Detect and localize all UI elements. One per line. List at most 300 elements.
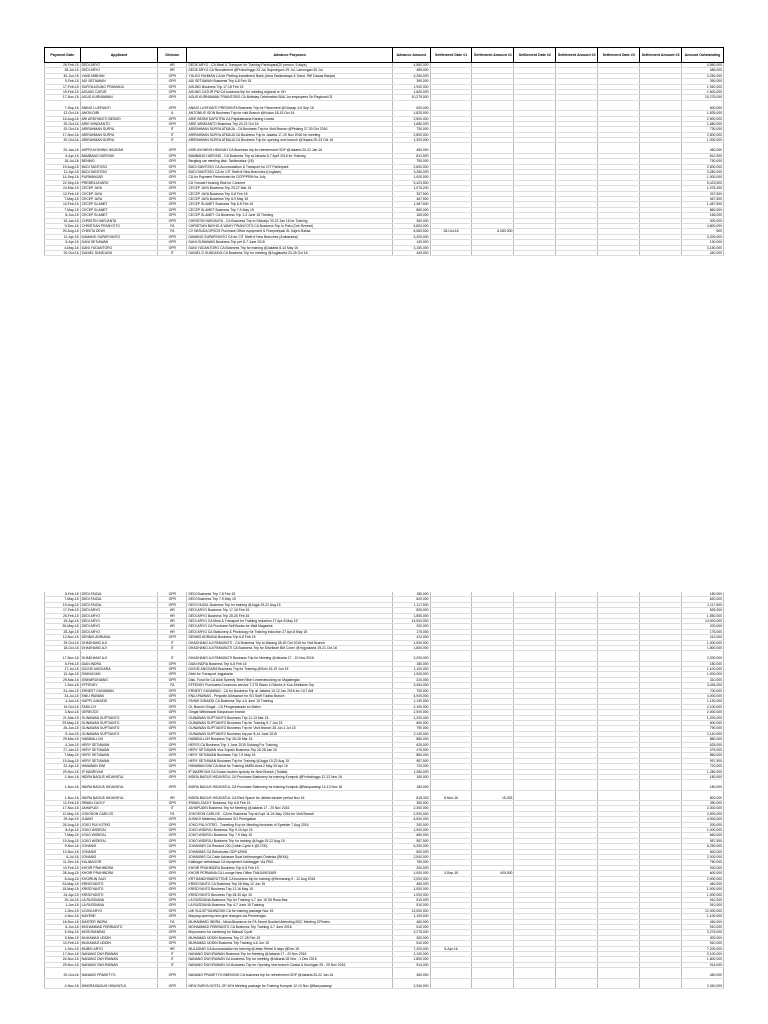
cell-payment-date: 3-Nov-16: [45, 710, 81, 715]
cell-advance-purposes: INDRA BAGUS HIDAYATUL CA Rent Space for Jakfan tarnber period Nov 16: [187, 796, 392, 801]
cell-amount-outstanding: 625,000: [682, 742, 724, 747]
cell-applicant: DAMANG SUPARYANTO: [80, 234, 158, 239]
cell-division: FA: [158, 229, 187, 234]
cell-amount-outstanding: 1,100,000: [682, 914, 724, 919]
cell-advance-purposes: HIMAWAN DWI CA Meal for Training AMRA Area 2 May 25 Apr 15: [187, 764, 392, 769]
column-header-settlement-amount-3: Settlement Amount #3: [640, 48, 682, 63]
cell-amount-outstanding: 600,000: [682, 106, 724, 111]
cell-payment-date: 29-May-15: [45, 720, 81, 725]
cell-amount-outstanding: 14,000,000: [682, 618, 724, 623]
column-header-division: Division: [158, 48, 187, 63]
cell-payment-date: 28-Jul-15: [45, 68, 81, 73]
cell-advance-purposes: MUHAMMAD INDRA - Meal Allowance for FA Secret Bocited Attending BOC Meeting CPIndeo: [187, 919, 392, 924]
cell-payment-date: 28-Apr-15: [45, 629, 81, 634]
cell-payment-date: 11-Apr-15: [45, 234, 81, 239]
cell-amount-outstanding: 300,000: [682, 218, 724, 223]
cell-amount-outstanding: 12,000,000: [682, 908, 724, 913]
cell-advance-purposes: DEDE ARYO - CA Meal & Transport for Training Participant(20 person, 9 days): [187, 63, 392, 68]
cell-advance-purposes: ADI SETIAWAN Business Trip 6-8 Feb 15: [187, 79, 392, 84]
cell-division: OPR: [158, 973, 187, 978]
cell-advance-amount: 175,000: [392, 629, 430, 634]
cell-division: OPR: [158, 833, 187, 838]
cell-advance-amount: 300,000: [392, 218, 430, 223]
cell-amount-outstanding: 660,000: [682, 833, 724, 838]
cell-division: FA: [158, 811, 187, 816]
cell-advance-amount: 1,000,000: [392, 871, 430, 876]
cell-advance-purposes: INDRA BAGUS HIDAYATUL CA Purchase Stationery for training Kompok @Probolinggo 12-13 Nov 16: [187, 774, 392, 779]
cell-payment-date: 25-Feb-15: [45, 613, 81, 618]
cell-advance-purposes: JOHANNIS CA Reimburse ODP 4/09/5: [187, 849, 392, 854]
cell-applicant: DANIEL SUNDJAYA: [80, 250, 158, 255]
cell-amount-outstanding: 390,000: [682, 79, 724, 84]
cell-settlement-amount-1: 15,333: [472, 796, 514, 801]
cell-amount-outstanding: 180,000: [682, 785, 724, 790]
cell-division: OPR: [158, 218, 187, 223]
cell-payment-date: 20-Oct-16: [45, 127, 81, 132]
cell-applicant: JOKO PULYOTRO: [80, 822, 158, 827]
cell-amount-outstanding: 1,800,000: [682, 957, 724, 962]
cell-advance-purposes: GUNAWAN SUPTIANTO Business Trip for Training 9-7 Jun 15: [187, 720, 392, 725]
cell-division: OPR: [158, 592, 187, 597]
cell-amount-outstanding: 1,075,200: [682, 186, 724, 191]
cell-division: HR: [158, 796, 187, 801]
cell-division: OPR: [158, 672, 187, 677]
cell-applicant: DEDI ARYO: [80, 63, 158, 68]
cell-advance-purposes: DEDE ARYO CA Recruitment @Probolinggo 23 Jul, Bojonegoro 29 Jul, Lamongan 30 Jul: [187, 68, 392, 73]
cell-amount-outstanding: 600,000: [682, 871, 724, 876]
cell-advance-purposes: DEDI ARYO CA Purchase Self Books for Wall Magazine: [187, 624, 392, 629]
cell-advance-amount: 2,300,000: [392, 806, 430, 811]
cell-settlement-amount-3: [640, 250, 682, 255]
cell-payment-date: 25-Oct-16: [45, 640, 81, 645]
cell-advance-amount: 620,000: [392, 597, 430, 602]
cell-division: OPR: [158, 73, 187, 78]
cell-advance-amount: 2,000,000: [392, 876, 430, 881]
cell-advance-purposes: Mayang opening new give changes via Perunengko: [187, 914, 392, 919]
cell-settlement-amount-1: [472, 984, 514, 989]
cell-advance-purposes: HERY SETIAWAN Visc Supelc Business Trip 26-28 Jan 15: [187, 747, 392, 752]
cell-division: OPR: [158, 769, 187, 774]
cell-division: OPR: [158, 688, 187, 693]
cell-applicant: DHADHANG AJI: [80, 656, 158, 661]
cell-payment-date: 19-Feb-15: [45, 89, 81, 94]
cell-advance-amount: 180,000: [392, 592, 430, 597]
cell-applicant: DEDI ARYO: [80, 624, 158, 629]
cell-payment-date: 7-May-15: [45, 597, 81, 602]
cell-advance-amount: 130,000: [392, 240, 430, 245]
cell-applicant: ARIE WINDIANTO: [80, 121, 158, 126]
cell-advance-purposes: DEDI Business Trip 7-9 May 15: [187, 597, 392, 602]
cell-settlement-amount-1: [472, 250, 514, 255]
cell-advance-purposes: NANANG DWI IRAWAN CA business Trip for meeting @Jakarta 28 Nov - 1 Des 2016: [187, 957, 392, 962]
cell-division: OPR: [158, 914, 187, 919]
cell-amount-outstanding: 1,100,000: [682, 667, 724, 672]
cell-advance-amount: 1,550,000: [392, 613, 430, 618]
cell-advance-amount: 880,000: [392, 737, 430, 742]
cell-advance-amount: 2,100,000: [392, 704, 430, 709]
cell-advance-amount: 4,800,000: [392, 223, 430, 228]
cell-payment-date: 7-May-15: [45, 207, 81, 212]
cell-applicant: DANI SETIAWAN: [80, 240, 158, 245]
cell-amount-outstanding: 200,000: [682, 624, 724, 629]
cell-advance-amount: 14,000,000: [392, 618, 430, 623]
cell-payment-date: 21-Mar-15: [45, 715, 81, 720]
cell-division: OPR: [158, 191, 187, 196]
cell-amount-outstanding: 1,825,000: [682, 111, 724, 116]
cell-advance-purposes: LA RUSDIANA Business Trip for Training 4-7 Jun 15 Sit Rosa Bas: [187, 898, 392, 903]
cell-advance-amount: 180,000: [392, 661, 430, 666]
cell-division: HR: [158, 946, 187, 951]
cell-applicant: PREBESJAYARO: [80, 180, 158, 185]
cell-settlement-amount-3: [640, 984, 682, 989]
cell-amount-outstanding: 600,000: [682, 720, 724, 725]
cell-payment-date: 26-May-15: [45, 624, 81, 629]
cell-payment-date: 27-Jan-15: [45, 747, 81, 752]
cell-advance-amount: 1,800,000: [392, 645, 430, 650]
cell-payment-date: 1-Jun-15: [45, 903, 81, 908]
cell-advance-amount: 460,000: [392, 881, 430, 886]
cell-payment-date: 5-Sep-16: [45, 930, 81, 935]
cell-advance-amount: 1,825,000: [392, 111, 430, 116]
cell-amount-outstanding: 467,500: [682, 196, 724, 201]
cell-advance-amount: 625,000: [392, 742, 430, 747]
cell-applicant: ERNEST GUNAWAN: [80, 688, 158, 693]
cell-advance-amount: 180,000: [392, 785, 430, 790]
cell-amount-outstanding: 500,000: [682, 849, 724, 854]
cell-amount-outstanding: 4,800,000: [682, 223, 724, 228]
cell-applicant: MOHAMMAD FEBRIANTO: [80, 925, 158, 930]
cell-amount-outstanding: 800,000: [682, 796, 724, 801]
cell-applicant: DEDI ARYO: [80, 608, 158, 613]
cell-advance-amount: 3,280,000: [392, 170, 430, 175]
cell-advance-purposes: DHADHANG AJI PAMUNGTI Business Trip for Meeting @Jakarta 17 - 20 Nov 2016: [187, 656, 392, 661]
cell-applicant: JOKO WIDIRJU: [80, 828, 158, 833]
cell-amount-outstanding: 2,200,000: [682, 656, 724, 661]
cell-advance-purposes: JOKO WIDIRJU Business Trip for training @Jogja 19-22 Aug 15: [187, 838, 392, 843]
cell-division: OPR: [158, 871, 187, 876]
cell-applicant: MASTER INDRA: [80, 919, 158, 924]
cell-payment-date: 17-Feb-15: [45, 608, 81, 613]
cell-amount-outstanding: 460,000: [682, 919, 724, 924]
cell-applicant: CHINTIA DEWI: [80, 229, 158, 234]
cell-amount-outstanding: 440,000: [682, 250, 724, 255]
cell-division: HR: [158, 63, 187, 68]
cell-payment-date: 9-Nov-16: [45, 844, 81, 849]
cell-division: FA: [158, 223, 187, 228]
cell-payment-date: 1-Dec-16: [45, 683, 81, 688]
cell-payment-date: 24-Jan-15: [45, 688, 81, 693]
advance-sheet-page-2: [44, 592, 724, 989]
cell-advance-amount: 2,000,000: [392, 854, 430, 859]
cell-payment-date: 24-Nov-16: [45, 957, 81, 962]
cell-applicant: ANON DIRI: [80, 111, 158, 116]
cell-amount-outstanding: 489,000: [682, 68, 724, 73]
column-header-settlement-date-1: Settlement Date #1: [430, 48, 472, 63]
cell-amount-outstanding: 3,200,000: [682, 234, 724, 239]
cell-advance-amount: 300,000: [392, 935, 430, 940]
cell-amount-outstanding: 450,000: [682, 148, 724, 153]
cell-advance-amount: 2,000,000: [392, 710, 430, 715]
cell-advance-purposes: CV WISUDA DPSOS Purchase Office equipment & Pumpsetpak SL Kajeh-Raksa: [187, 229, 392, 234]
cell-applicant: CECEP SLAMET: [80, 213, 158, 218]
cell-applicant: ARIRAHMAN SURYA: [80, 138, 158, 143]
cell-advance-purposes: GUNAWAN SUPTIANTO Business Trip 11-13 Mar 15: [187, 715, 392, 720]
cell-division: OPR: [158, 887, 187, 892]
cell-payment-date: 1-Nov-16: [45, 774, 81, 779]
cell-amount-outstanding: 5,423,500: [682, 180, 724, 185]
cell-applicant: DHADHANG AJI: [80, 640, 158, 645]
cell-amount-outstanding: 860,000: [682, 753, 724, 758]
cell-division: HR: [158, 68, 187, 73]
cell-amount-outstanding: 812,500: [682, 153, 724, 158]
cell-payment-date: 1-Dec-15: [45, 946, 81, 951]
cell-payment-date: 4-May-16: [45, 245, 81, 250]
cell-advance-amount: 600,000: [392, 106, 430, 111]
cell-advance-purposes: ANTONIUS ISON Business Trip for visit Branch @Kudus 18-19 Oct 16: [187, 111, 392, 116]
cell-advance-purposes: DEDI Business Trip 7-8 Feb 15: [187, 592, 392, 597]
cell-advance-amount: 180,000: [392, 774, 430, 779]
cell-advance-amount: 2,600,000: [392, 164, 430, 169]
cell-payment-date: 17-Nov-16: [45, 656, 81, 661]
cell-division: HR: [158, 613, 187, 618]
cell-payment-date: 7-Sep-16: [45, 106, 81, 111]
cell-amount-outstanding: 1,000,000: [682, 887, 724, 892]
cell-advance-amount: 2,500,000: [392, 116, 430, 121]
cell-settlement-date-2: [514, 984, 556, 989]
cell-amount-outstanding: 510,000: [682, 903, 724, 908]
cell-amount-outstanding: 200,000: [682, 865, 724, 870]
cell-advance-purposes: JOHANNIS CA Renaud 230 (Cabin Cycle k @17/00): [187, 844, 392, 849]
cell-amount-outstanding: 1,000,000: [682, 892, 724, 897]
cell-settlement-amount-2: [556, 984, 598, 989]
cell-payment-date: 12-Feb-15: [45, 801, 81, 806]
cell-applicant: ARIRAHMAN SURYA: [80, 132, 158, 137]
cell-payment-date: 26-Jun-15: [45, 726, 81, 731]
cell-advance-purposes: Disk. Fund for CA Addt Speedy Tebe Effort Lewerdeunding on Majalengka: [187, 677, 392, 682]
cell-advance-amount: 957,500: [392, 758, 430, 763]
advance-table-2: [44, 592, 724, 989]
cell-division: OPR: [158, 753, 187, 758]
cell-amount-outstanding: 500: [682, 229, 724, 234]
cell-division: HR: [158, 618, 187, 623]
cell-division: HR: [158, 629, 187, 634]
cell-applicant: NANANG DWI IRAWAN: [80, 957, 158, 962]
cell-payment-date: 7-May-15: [45, 753, 81, 758]
cell-division: OPR: [158, 710, 187, 715]
cell-payment-date: 20-Oct-16: [45, 973, 81, 978]
cell-division: OPR: [158, 838, 187, 843]
cell-advance-purposes: JOKO PULYOTRO - Traveling Exp for Meeting business of Speeder 7 Aug 2016: [187, 822, 392, 827]
cell-advance-purposes: CA Yurnabi Housing Stok for Cuncent: [187, 180, 392, 185]
cell-advance-amount: 337,500: [392, 191, 430, 196]
cell-applicant: JOKO WIDIRJU: [80, 833, 158, 838]
cell-advance-amount: 987,500: [392, 838, 430, 843]
cell-division: OPR: [158, 175, 187, 180]
cell-advance-amount: 1,280,000: [392, 769, 430, 774]
cell-advance-amount: 2,800,000: [392, 132, 430, 137]
cell-payment-date: 6-Jun-16: [45, 925, 81, 930]
cell-advance-purposes: HERI'S CA Business Trip 1 June 2015 Subang For Training: [187, 742, 392, 747]
cell-advance-amount: 2,140,000: [392, 731, 430, 736]
cell-division: OPR: [158, 764, 187, 769]
cell-payment-date: 6-Apr-16: [45, 153, 81, 158]
cell-payment-date: 20-Oct-16: [45, 250, 81, 255]
cell-applicant: CECEP JAYA: [80, 196, 158, 201]
cell-payment-date: 16-Nov-16: [45, 919, 81, 924]
cell-payment-date: 4-Nov-16: [45, 984, 81, 989]
column-header-amount-outstanding: Amount Outstanding: [682, 48, 724, 63]
cell-advance-purposes: LA RUSDIANA Business Trip 4-7 June 15 Training: [187, 903, 392, 908]
cell-advance-purposes: JOHANNIS CA Cade Advance Suat Unfirmanged Onlenda (BKKA): [187, 854, 392, 859]
cell-applicant: KALIBAGOR: [80, 860, 158, 865]
column-header-payment-date: Payment Date: [45, 48, 81, 63]
cell-advance-purposes: AGUNG Business Trip 17-18 Feb 15: [187, 84, 392, 89]
cell-applicant: EFFENDY: [80, 683, 158, 688]
cell-applicant: JOHANIS: [80, 854, 158, 859]
cell-applicant: NANANG PRASETYO: [80, 973, 158, 978]
cell-division: OPR: [158, 597, 187, 602]
cell-advance-purposes: IRWAN ZACKY Business Trip 6-8 Feb 15: [187, 801, 392, 806]
cell-applicant: ARI ARDIYANTO BESMO: [80, 116, 158, 121]
cell-advance-purposes: BUDI SANTOSO CA for CIT Staff of New Branches (Lingkam): [187, 170, 392, 175]
cell-payment-date: 29-Nov-16: [45, 962, 81, 967]
cell-payment-date: 29-Mar-16: [45, 677, 81, 682]
cell-applicant: HIMAWAN DWI: [80, 764, 158, 769]
cell-advance-amount: 489,000: [392, 68, 430, 73]
cell-amount-outstanding: 730,000: [682, 127, 724, 132]
cell-amount-outstanding: 880,000: [682, 737, 724, 742]
cell-payment-date: 7-May-15: [45, 196, 81, 201]
cell-amount-outstanding: 1,000,000: [682, 175, 724, 180]
cell-amount-outstanding: 914,000: [682, 962, 724, 967]
cell-payment-date: 24-May-15: [45, 881, 81, 886]
cell-applicant: MOSONANING: [80, 930, 158, 935]
cell-payment-date: 5-Apr-15: [45, 240, 81, 245]
cell-advance-amount: 450,000: [392, 973, 430, 978]
cell-payment-date: 6-Feb-15: [45, 661, 81, 666]
cell-applicant: DEDI FAIZAL: [80, 602, 158, 607]
cell-amount-outstanding: 350,000: [682, 801, 724, 806]
cell-division: OPR: [158, 860, 187, 865]
cell-applicant: HAPPI JUNAEDI: [80, 699, 158, 704]
table-body-1: [45, 63, 724, 256]
cell-amount-outstanding: 2,140,000: [682, 731, 724, 736]
cell-amount-outstanding: 1,200,000: [682, 715, 724, 720]
cell-division: OPR: [158, 930, 187, 935]
cell-applicant: INDRA BAGUS HIDAYATUL: [80, 796, 158, 801]
cell-advance-purposes: DEDI FAIZAL Business Trip for training @Jogja 19-22 Aug 15: [187, 602, 392, 607]
cell-division: OPR: [158, 635, 187, 640]
cell-division: OPR: [158, 726, 187, 731]
cell-advance-purposes: ARIRAHMAN SURYA ATMAJA CA Business Trip for opening new branch @Jepara 20-23 Oct 16: [187, 138, 392, 143]
cell-applicant: ASPRI AYUNING HIDAYAH: [80, 148, 158, 153]
cell-advance-amount: 1,117,500: [392, 602, 430, 607]
cell-advance-amount: 790,000: [392, 726, 430, 731]
cell-applicant: JAHAPUDI: [80, 806, 158, 811]
cell-division: IT: [158, 962, 187, 967]
cell-settlement-date-1: [430, 984, 472, 989]
cell-division: IT: [158, 645, 187, 650]
cell-division: IT: [158, 806, 187, 811]
cell-applicant: ENIU IRAWAN: [80, 694, 158, 699]
cell-amount-outstanding: 165,000: [682, 213, 724, 218]
cell-division: IT: [158, 138, 187, 143]
cell-payment-date: 17-Nov-16: [45, 132, 81, 137]
cell-amount-outstanding: 1,550,000: [682, 613, 724, 618]
cell-applicant: HERY SETIAWAN: [80, 758, 158, 763]
cell-division: IT: [158, 952, 187, 957]
cell-advance-purposes: CHRISTIAN BAYHO & WAHY PRANYOTO CA Business Trip to Palu (Cek Renewi): [187, 223, 392, 228]
cell-applicant: NINDRA BAGUS HIDAYATUL: [80, 984, 158, 989]
cell-applicant: MUHAMAD UDDIN: [80, 935, 158, 940]
cell-division: OPR: [158, 742, 187, 747]
cell-applicant: HERY SETIAWAN: [80, 742, 158, 747]
cell-advance-amount: 860,000: [392, 207, 430, 212]
cell-advance-purposes: NANANG DWI IRAWAN Business Trip for Meeting @Jakarta 17 - 20 Nov 2016: [187, 952, 392, 957]
cell-applicant: HERY SETIAWAN: [80, 747, 158, 752]
cell-advance-purposes: ANING LUSFIANTI PRESHINTA Business Trip for Placement @Cilacap 4-6 Sep 16: [187, 106, 392, 111]
cell-advance-amount: 815,333: [392, 796, 430, 801]
cell-advance-purposes: NANANG PRASETYO BIMSONO CA business trip for refreshment ODP @Jakarta 20-22 Jan 16: [187, 973, 392, 978]
cell-applicant: DICKIE ANGGARA: [80, 667, 158, 672]
cell-applicant: IRWAN ZACKY: [80, 801, 158, 806]
cell-payment-date: 20-Aug-16: [45, 229, 81, 234]
cell-applicant: KRISDYANTO: [80, 892, 158, 897]
cell-advance-purposes: DHADHANG AJI PAMUNGTI CA Business Trip for Distribute BM Cover @Yogyakarta 19-21 Oct 16: [187, 645, 392, 650]
cell-amount-outstanding: 3,150,000: [682, 245, 724, 250]
cell-advance-purposes: GUNAWAN SUPTIANTO Business trip per 8-14 June 2015: [187, 731, 392, 736]
cell-amount-outstanding: 957,500: [682, 758, 724, 763]
cell-payment-date: 24-Mar-15: [45, 186, 81, 191]
cell-advance-purposes: Bergitng car meeting disk. Tasikmalaur (18): [187, 159, 392, 164]
cell-payment-date: 6-Jul-16: [45, 854, 81, 859]
cell-applicant: BUDI SANTOSO: [80, 170, 158, 175]
cell-applicant: DEDI ARYO: [80, 68, 158, 73]
cell-amount-outstanding: 720,000: [682, 764, 724, 769]
cell-amount-outstanding: 3,454,000: [682, 683, 724, 688]
cell-applicant: KRISDYANTO: [80, 881, 158, 886]
cell-payment-date: 12-May-16: [45, 811, 81, 816]
cell-amount-outstanding: 510,000: [682, 941, 724, 946]
cell-division: OPR: [158, 774, 187, 779]
cell-amount-outstanding: 2,100,000: [682, 952, 724, 957]
cell-division: HR: [158, 608, 187, 613]
cell-advance-amount: 467,500: [392, 196, 430, 201]
cell-division: OPR: [158, 817, 187, 822]
cell-amount-outstanding: 6,250,000: [682, 844, 724, 849]
cell-payment-date: 29-Mar-15: [45, 737, 81, 742]
cell-advance-purposes: GL Branch Gingal - CA Pengendaraan ex Malen: [187, 704, 392, 709]
cell-division: OPR: [158, 84, 187, 89]
cell-advance-purposes: JOKO WIDIRJU Business Trip 9-10 Apr 15: [187, 828, 392, 833]
cell-advance-purposes: JAHAPUDIN Business Trip for Meeting @Jakarta 17 - 20 Nov 2016: [187, 806, 392, 811]
cell-payment-date: 7-May-15: [45, 833, 81, 838]
advance-sheet-page-1: [44, 47, 724, 256]
cell-payment-date: 5-Mar-15: [45, 935, 81, 940]
cell-applicant: KRISDYANTO: [80, 887, 158, 892]
cell-advance-amount: 1,600,000: [392, 89, 430, 94]
cell-amount-outstanding: 180,000: [682, 592, 724, 597]
cell-settlement-amount-1: 6,083,000: [472, 229, 514, 234]
cell-payment-date: 26-Aug-16: [45, 822, 81, 827]
cell-amount-outstanding: 337,500: [682, 191, 724, 196]
cell-settlement-date-1: [430, 250, 472, 255]
cell-advance-purposes: DANI YUDANTORO CA Business Trip for training @Jakarta 8-14 May 16: [187, 245, 392, 250]
cell-advance-purposes: ASRI AYUNING HIDAYAH CA Business trip for refreshment ODP @Jakarta 20-22 Jan 16: [187, 148, 392, 153]
cell-advance-purposes: KRISDYANTO Business Trip 28-30 Apr 15: [187, 892, 392, 897]
cell-amount-outstanding: 620,000: [682, 597, 724, 602]
cell-amount-outstanding: 1,680,000: [682, 121, 724, 126]
